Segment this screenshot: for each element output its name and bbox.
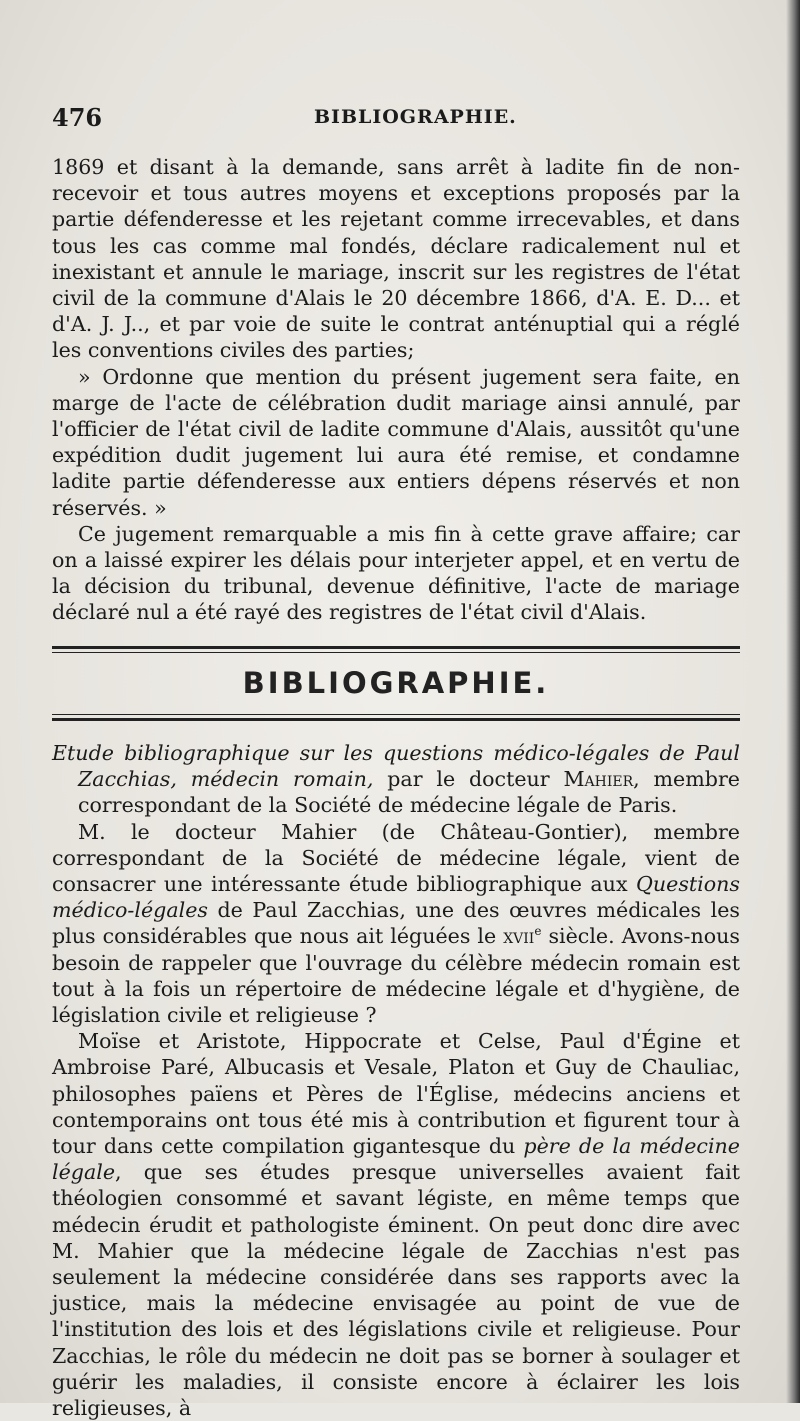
judgment-paragraph-2: » Ordonne que mention du présent jugement sera faite, en marge de l'acte de célébration dudit mariage ainsi annulé, par l'officier de l'état civil de ladite commune d'Alais, aussitôt qu'une expédition dudit jugement lui aura été remise, et condamne ladite partie défenderesse aux entiers dépens réservés et non réservés. » [52, 364, 740, 520]
citation-by: par le docteur [373, 767, 564, 792]
review-text: Moïse et Aristote, Hippocrate et Celse, Paul d'Égine et Ambroise Paré, Albucasis et Vesale, Platon et Guy de Chauliac, philosophes païens et Pères de l'Église, médecins anciens et contemporains ont tous été mis à contribution et figurent tour à tour dans cette compilation gigantesque du [52, 1029, 740, 1159]
review-text: siècle. Avons-nous besoin de rappeler que l'ouvrage du célèbre médecin romain est tout à la fois un répertoire de médecine légale et d'hygiène, de législation civile et religieuse ? [52, 924, 740, 1028]
epithet: père de la médecine légale [52, 1134, 740, 1185]
century-superscript: e [534, 924, 542, 939]
review-text: , que ses études presque universelles avaient fait théologien consommé et savant légiste, en même temps que médecin érudit et pathologiste éminent. On peut donc dire avec M. Mahier que la médecine légale de Zacchias n'est pas seulement la médecine considérée dans ses rapports avec la justice, mais la médecine envisagée au point de vue de l'institution des lois et des législations civile et religieuse. Pour Zacchias, le rôle du médecin ne doit pas se borner à soulager et guérir les maladies, il consiste encore à éclairer les lois religieuses, à [52, 1160, 740, 1421]
review-text: M. le docteur Mahier (de Château-Gontier), membre correspondant de la Société de médecine légale, vient de consacrer une intéressante étude bibliographique aux [52, 819, 740, 897]
section-rule-bottom-thin [52, 714, 740, 715]
bibliography-text-block [52, 740, 740, 1421]
section-rule-bottom-thick [52, 718, 740, 721]
page-header [52, 103, 760, 133]
citation-affiliation: , membre correspondant de la Société de médecine légale de Paris. [78, 767, 740, 818]
review-paragraph-1 [52, 819, 740, 1029]
work-title: Questions médico-légales [52, 872, 740, 923]
section-rule-top-thick [52, 646, 740, 649]
page-number: 476 [52, 103, 103, 132]
judgment-paragraph-1: 1869 et disant à la demande, sans arrêt à ladite fin de non-recevoir et tous autres moyens et exceptions proposés par la partie défenderesse et les rejetant comme irrecevables, et dans tous les cas comme mal fondés, déclare radicalement nul et inexistant et annule le mariage, inscrit sur les registres de l'état civil de la commune d'Alais le 20 décembre 1866, d'A. E. D... et d'A. J. J.., et par voie de suite le contrat anténuptial qui a réglé les conventions civiles des parties; [52, 155, 740, 363]
century-numeral: xvii [503, 924, 535, 949]
section-rule-top-thin [52, 652, 740, 653]
citation-title: Etude bibliographique sur les questions médico-légales de Paul Zacchias, médecin romain, [52, 741, 740, 792]
running-head: BIBLIOGRAPHIE. [314, 106, 517, 128]
judgment-text-block [52, 154, 740, 626]
book-citation [52, 740, 740, 819]
page-edge-shadow [786, 0, 800, 1403]
section-title: BIBLIOGRAPHIE. [242, 666, 550, 700]
judgment-paragraph-3: Ce jugement remarquable a mis fin à cette grave affaire; car on a laissé expirer les délais pour interjeter appel, et en vertu de la décision du tribunal, devenue définitive, l'acte de mariage déclaré nul a été rayé des registres de l'état civil d'Alais. [52, 521, 740, 625]
citation-author: Mahier [563, 767, 634, 792]
review-paragraph-2 [52, 1028, 740, 1421]
review-text: de Paul Zacchias, une des œuvres médicales les plus considérables que nous ait léguées le [52, 898, 740, 949]
